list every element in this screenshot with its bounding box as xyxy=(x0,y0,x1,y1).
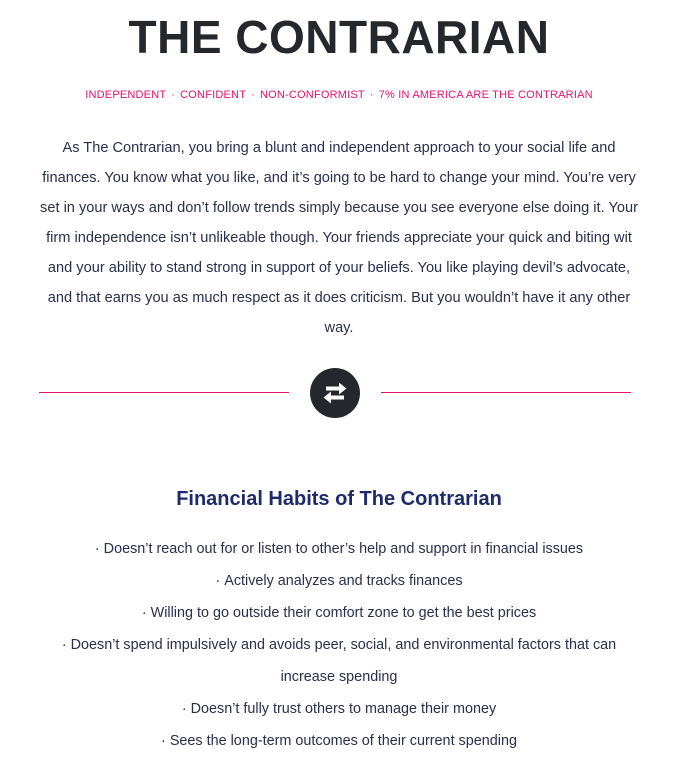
trait-independent: INDEPENDENT xyxy=(85,89,167,101)
list-item xyxy=(40,693,638,725)
trait-separator: · xyxy=(171,89,176,101)
list-item xyxy=(40,629,638,693)
bullet: · xyxy=(215,573,221,589)
divider-line-left xyxy=(39,392,289,393)
habits-list xyxy=(40,533,638,757)
personality-description: As The Contrarian, you bring a blunt and independent approach to your social life and finances. You know what you like, and it’s going to be hard to change your mind. You’re very set in your ways and don’t follow trends simply because you see everyone else doing it. Your firm independence isn’t unlikeable though. Your friends appreciate your quick and biting wit and your ability to stand strong in support of your beliefs. You like playing devil’s advocate, and that earns you as much respect as it does criticism. But you wouldn’t have it any other way. xyxy=(40,140,638,336)
bullet: · xyxy=(181,701,187,717)
bullet: · xyxy=(61,637,67,653)
trait-percentage: 7% IN AMERICA ARE THE CONTRARIAN xyxy=(378,89,593,101)
trait-separator: · xyxy=(251,89,255,101)
traits-line xyxy=(0,88,678,102)
bullet: · xyxy=(161,733,166,749)
habit-text: Sees the long-term outcomes of their current spending xyxy=(169,733,517,749)
divider-line-right xyxy=(381,392,631,393)
trait-non-conformist: NON-CONFORMIST xyxy=(260,89,365,101)
page-title: THE CONTRARIAN xyxy=(128,11,550,63)
bullet: · xyxy=(141,605,147,621)
trait-separator: · xyxy=(369,89,374,101)
list-item xyxy=(40,725,638,757)
habits-title: Financial Habits of The Contrarian xyxy=(176,488,502,510)
list-item xyxy=(40,565,638,597)
trait-confident: CONFIDENT xyxy=(180,89,247,101)
habit-text: Actively analyzes and tracks finances xyxy=(224,573,463,589)
habit-text: Willing to go outside their comfort zone to get the best prices xyxy=(150,605,537,621)
bullet: · xyxy=(94,541,100,557)
habit-text: Doesn’t fully trust others to manage their money xyxy=(190,701,497,717)
swap-arrows-icon xyxy=(320,380,350,406)
habit-text: Doesn’t spend impulsively and avoids peer, social, and environmental factors that can increase spending xyxy=(70,637,617,685)
list-item xyxy=(40,533,638,565)
list-item xyxy=(40,597,638,629)
habit-text: Doesn’t reach out for or listen to other’s help and support in financial issues xyxy=(103,541,584,557)
swap-button[interactable] xyxy=(310,368,360,418)
